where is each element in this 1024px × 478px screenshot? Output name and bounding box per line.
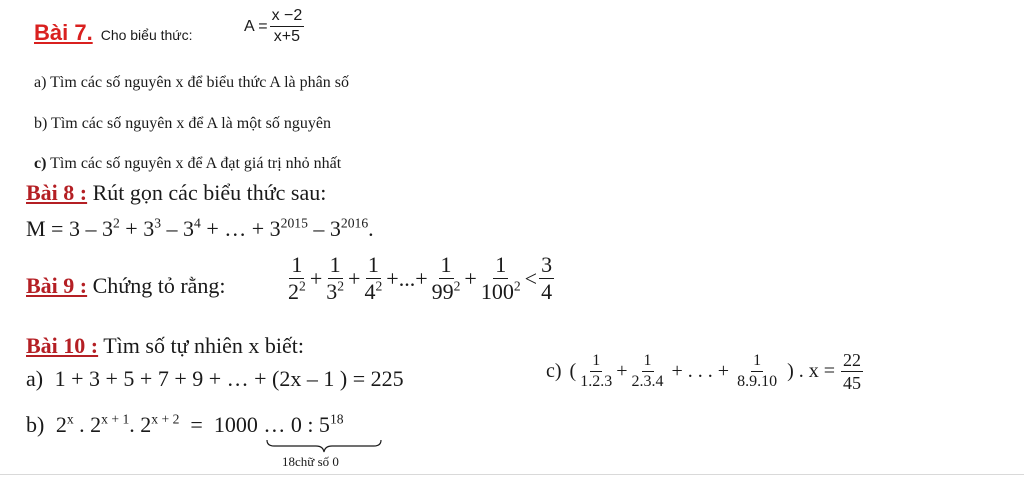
bai9-frac-num: 1 (495, 252, 507, 277)
bai9-plus: + (348, 265, 361, 291)
bai9-less-than: < (524, 265, 538, 291)
bai10-c-fraction (735, 353, 779, 390)
underbrace (266, 438, 382, 454)
bai9-frac-den (362, 279, 384, 303)
bai10-b-exp: x (66, 411, 74, 427)
bai9-den-exp: 2 (375, 278, 383, 294)
bai9-frac-den (479, 279, 523, 303)
bai9-den-exp: 2 (453, 278, 461, 294)
bai10-c-den: 2.3.4 (631, 373, 664, 390)
bai10-a-label: a) (26, 366, 44, 391)
bai10-c-label: c) (546, 360, 562, 382)
bai9-title: Bài 9 : (26, 273, 88, 298)
bai10-c-rhs-den: 45 (843, 373, 862, 393)
bai8-header (26, 180, 326, 206)
bai8-expr-part: + … + 3 (200, 216, 281, 241)
bai9-plus: + (464, 265, 477, 291)
bai9-den-exp: 2 (337, 278, 345, 294)
bai10-b-exp: x + 2 (151, 411, 180, 427)
bai10-title: Bài 10 : (26, 333, 99, 358)
bai10-b-part: = (179, 412, 214, 437)
bai9-den-base: 100 (480, 279, 514, 304)
bai7-title: Bài 7. (34, 20, 93, 45)
bai8-title: Bài 8 : (26, 180, 88, 205)
bai9-den-base: 99 (431, 279, 454, 304)
bai8-expr-part: – 3 (307, 216, 341, 241)
bai10-a-expression: 1 + 3 + 5 + 7 + 9 + … + (2x – 1 ) = 225 (54, 366, 404, 391)
bai10-c-open: ( (569, 360, 577, 382)
bai9-den-base: 2 (288, 279, 299, 304)
bai7-part-c (34, 155, 341, 173)
bai9-rhs-den: 4 (541, 279, 553, 304)
bai7-fraction-num: x −2 (270, 8, 305, 27)
bai7-part-c-label: c) (34, 155, 47, 172)
bai9-header (26, 273, 226, 299)
bai10-c-rhs-num: 22 (843, 350, 862, 370)
bai9-fraction (362, 254, 384, 303)
bai9-den-exp: 2 (513, 278, 521, 294)
bai9-fraction (479, 254, 523, 303)
bai9-fraction (430, 254, 463, 303)
bai10-b-part: 2 (55, 412, 67, 437)
bai8-expression (26, 216, 374, 242)
bai7-intro: Cho biểu thức: (100, 27, 193, 43)
bai10-b-exp: 18 (329, 411, 344, 427)
bai8-expr-part: . (368, 216, 374, 241)
bai7-part-c-text: Tìm các số nguyên x để A đạt giá trị nhỏ nhất (50, 155, 342, 172)
bai8-exp: 4 (194, 215, 201, 231)
bai9-plus: + (309, 265, 323, 291)
bai8-expr-part: + 3 (119, 216, 155, 241)
bai10-c-num: 1 (590, 353, 602, 372)
bai9-fraction (324, 254, 346, 303)
bai10-b-part: . 2 (73, 412, 102, 437)
bai9-frac-den (430, 279, 463, 303)
bai9-den-exp: 2 (299, 278, 306, 294)
bai10-c-dots: + . . . + (671, 360, 730, 382)
bai7-part-a: a) Tìm các số nguyên x để biểu thức A là phân số (34, 74, 349, 91)
bai10-c-plus: + (616, 360, 628, 382)
bai8-expr-part: – 3 (161, 216, 195, 241)
bai9-rhs-num: 3 (541, 252, 553, 277)
bai8-text: Rút gọn các biểu thức sau: (87, 180, 327, 205)
bai9-frac-den (286, 279, 308, 303)
bai10-b-part: . 2 (129, 412, 152, 437)
bai9-expression (284, 254, 556, 303)
bai8-exp: 3 (154, 215, 162, 231)
bai7-fraction-den: x+5 (273, 28, 301, 45)
bai10-c-close: ) . x = (787, 360, 836, 382)
bai9-den-base: 3 (326, 279, 338, 304)
bai9-text: Chứng tỏ rằng: (92, 273, 226, 298)
bai8-expr-part: M = 3 – 3 (26, 216, 113, 241)
bai10-part-a (26, 366, 404, 392)
bai10-c-den: 8.9.10 (737, 373, 778, 390)
bai10-c-den: 1.2.3 (580, 373, 613, 390)
bai8-exp: 2015 (280, 215, 308, 231)
bai10-part-c (546, 351, 865, 392)
bai10-c-fraction (578, 353, 614, 390)
bai10-b-underbrace-label: 18chữ số 0 (282, 454, 339, 469)
bai7-expr-lhs: A = (244, 17, 268, 35)
bai10-header (26, 333, 304, 359)
bai9-frac-num: 1 (329, 252, 341, 277)
bai9-fraction (286, 254, 308, 303)
bai10-c-rhs-fraction (841, 351, 863, 392)
bai10-b-exp: x + 1 (101, 411, 130, 427)
bai7-header (34, 20, 193, 46)
bai10-c-num: 1 (642, 353, 654, 372)
bai9-frac-den (324, 279, 346, 303)
bai10-b-part: : 5 (301, 412, 330, 437)
bai10-c-fraction (630, 353, 666, 390)
bai7-expression (244, 8, 306, 45)
bai9-frac-num: 1 (440, 252, 452, 277)
bai9-frac-num: 1 (367, 252, 379, 277)
bottom-divider (0, 474, 1024, 475)
bai9-den-base: 4 (364, 279, 376, 304)
bai9-dots: +...+ (386, 265, 428, 291)
bai9-frac-num: 1 (291, 252, 303, 277)
bai7-part-b: b) Tìm các số nguyên x để A là một số nguyên (34, 115, 331, 132)
bai10-b-big-number: 1000 … 0 (213, 412, 302, 437)
bai10-text: Tìm số tự nhiên x biết: (98, 333, 304, 358)
bai10-c-num: 1 (751, 353, 763, 372)
bai9-rhs-fraction (539, 254, 554, 303)
bai10-b-label: b) (26, 412, 45, 437)
bai8-exp: 2 (112, 215, 120, 231)
bai7-fraction (270, 8, 305, 45)
bai10-part-b (26, 412, 344, 438)
bai8-exp: 2016 (340, 215, 369, 231)
